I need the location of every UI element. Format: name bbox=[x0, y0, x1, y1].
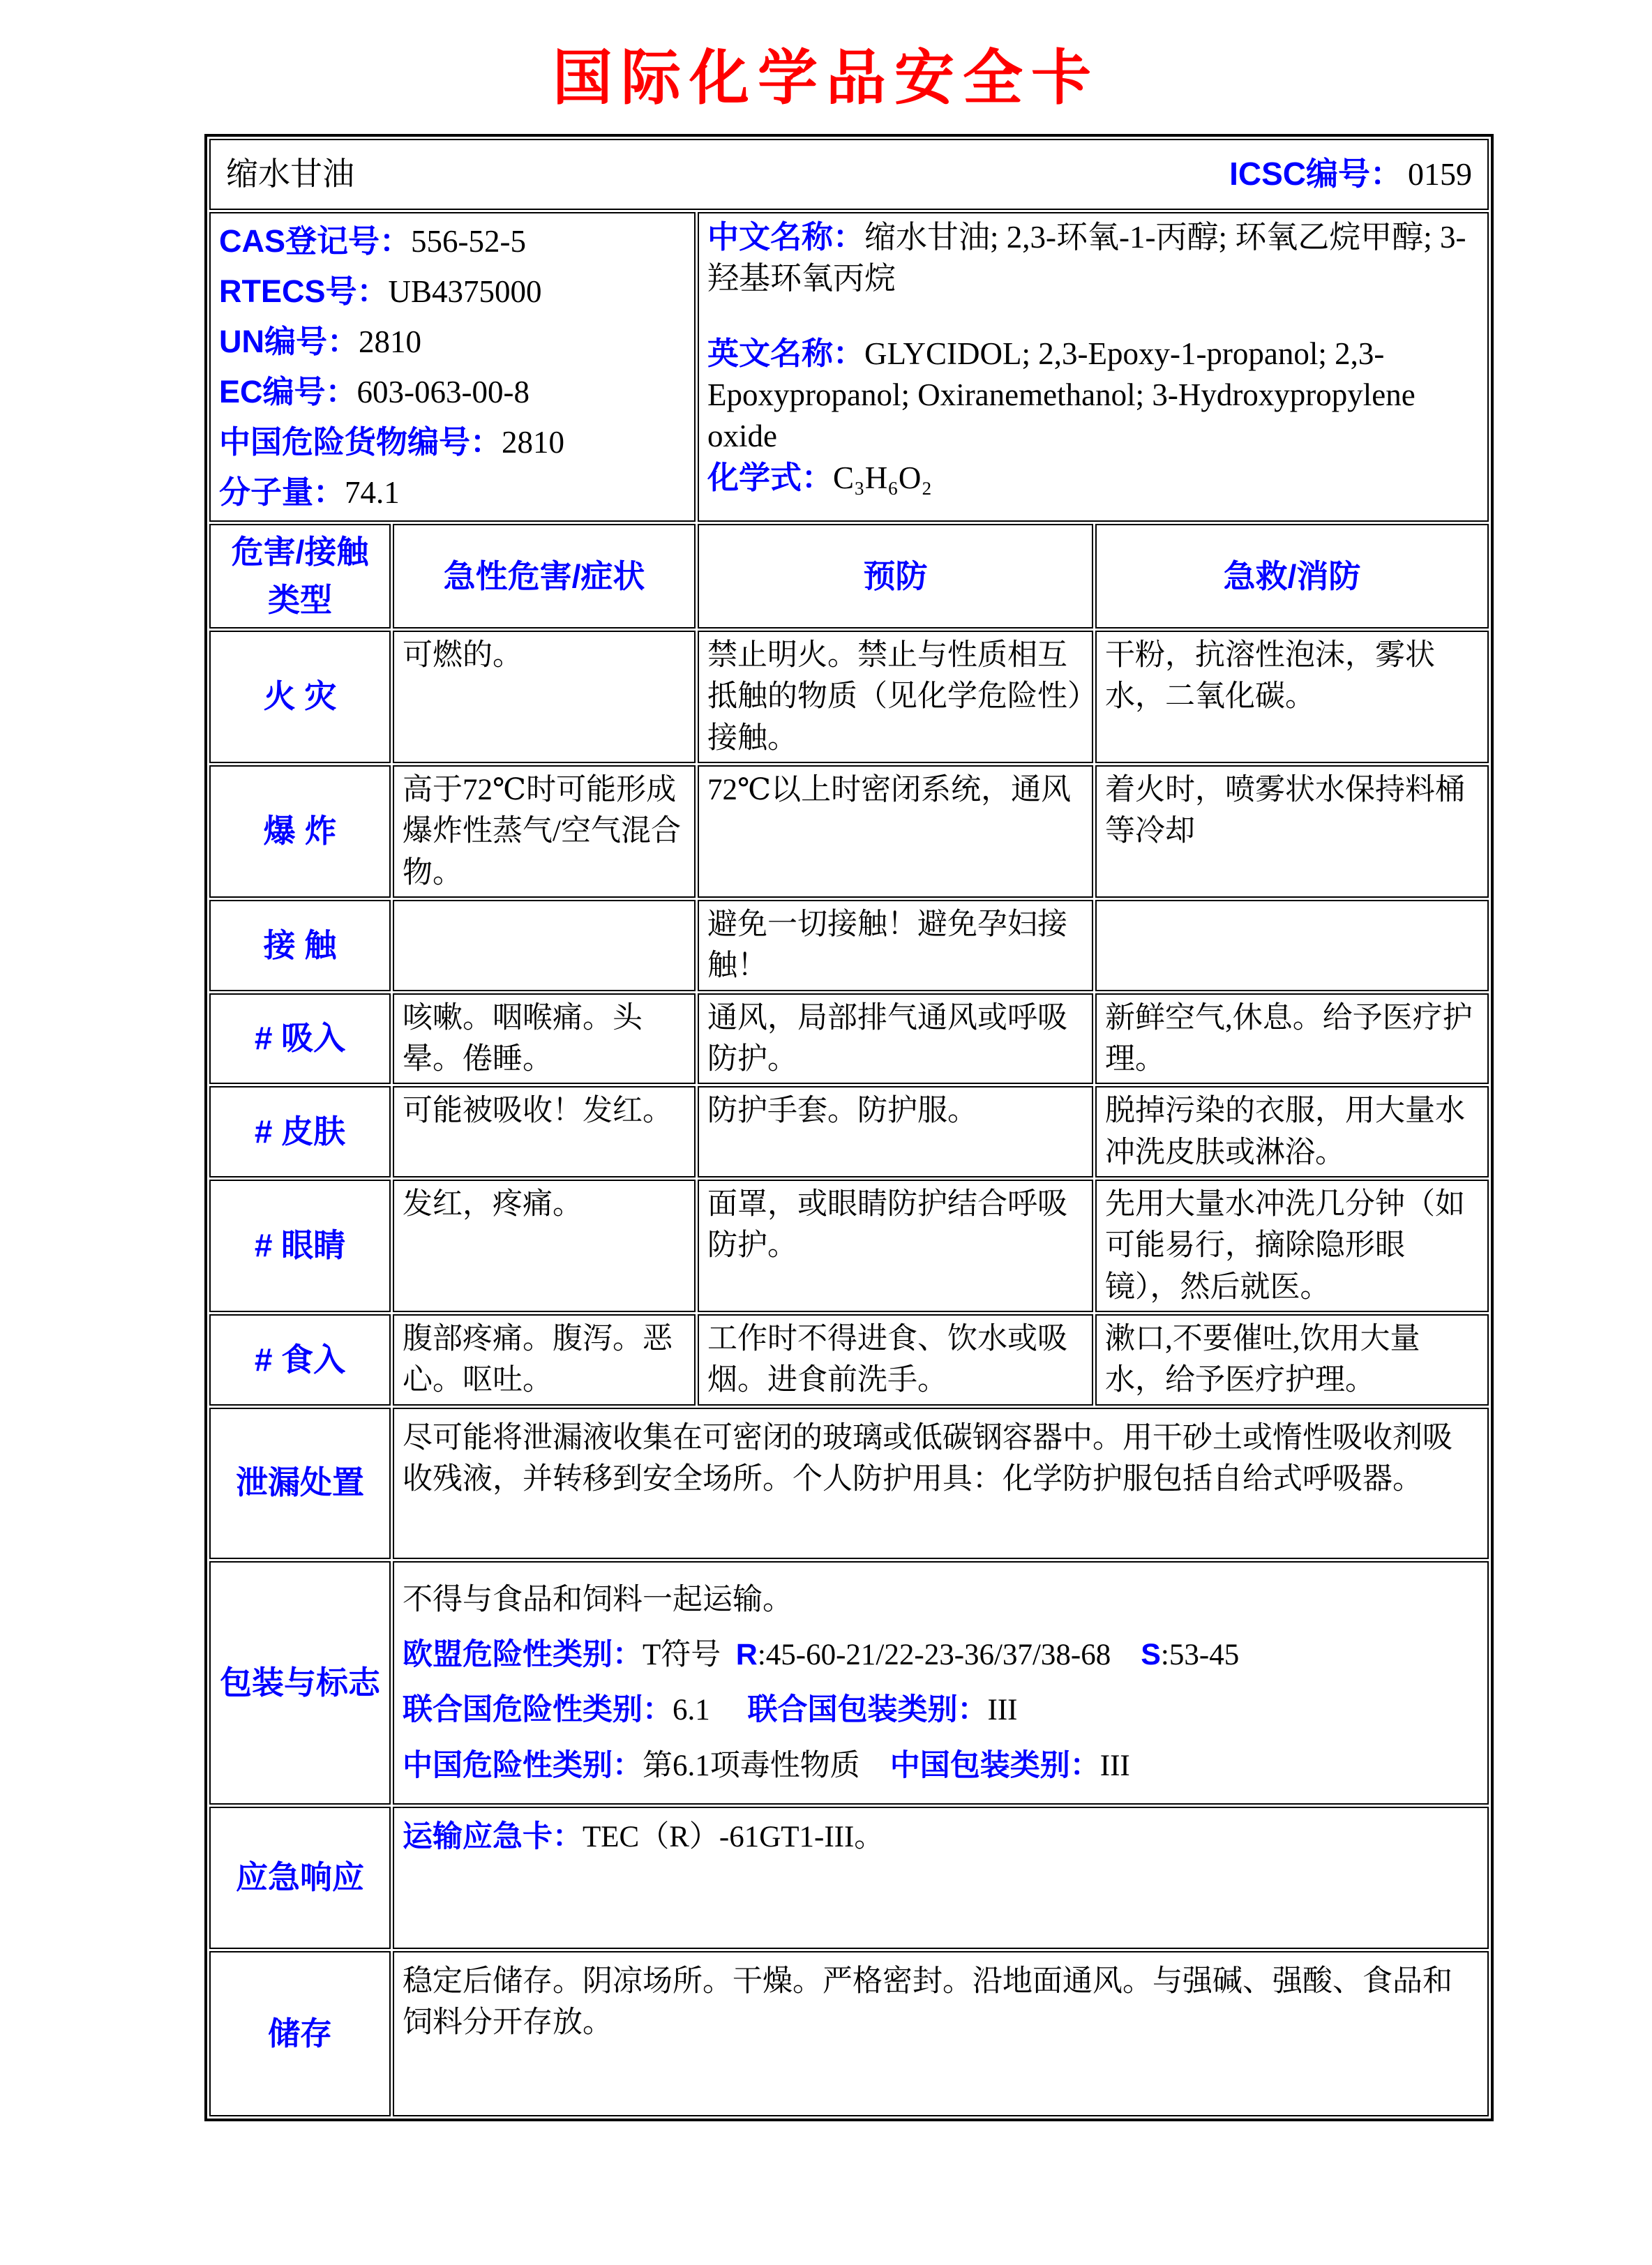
field-value: 2810 bbox=[502, 425, 565, 460]
column-header-type: 危害/接触类型 bbox=[209, 524, 391, 629]
field-value: T符号 bbox=[643, 1638, 736, 1671]
field-label: 中国包装类别： bbox=[889, 1748, 1100, 1782]
substance-name: 缩水甘油 bbox=[226, 156, 354, 193]
text-line bbox=[707, 457, 1479, 499]
text-line bbox=[403, 1961, 1479, 2044]
field-label: CAS登记号： bbox=[219, 223, 412, 259]
section-lines bbox=[403, 1579, 1479, 1786]
text-line bbox=[219, 266, 686, 317]
response-cell: 漱口,不要催吐,饮用大量水，给予医疗护理。 bbox=[1095, 1314, 1489, 1406]
card-header-cell bbox=[209, 139, 1489, 210]
identity-row bbox=[209, 212, 1489, 522]
hazard-type-cell: # 食入 bbox=[209, 1314, 391, 1406]
field-value: GLYCIDOL; 2,3-Epoxy-1-propanol; 2,3-Epoxypropanol; Oxiranemethanol; 3-Hydroxypropylene oxide bbox=[707, 336, 1423, 453]
prevention-cell: 禁止明火。禁止与性质相互抵触的物质（见化学危险性）接触。 bbox=[698, 631, 1093, 763]
section-lines bbox=[403, 1816, 1479, 1858]
field-value: 74.1 bbox=[345, 475, 400, 510]
section-label: 泄漏处置 bbox=[209, 1408, 391, 1559]
field-label: 欧盟危险性类别： bbox=[403, 1637, 643, 1671]
text-line bbox=[403, 1634, 1479, 1676]
identifier-list bbox=[219, 216, 686, 518]
hazard-type-cell: # 吸入 bbox=[209, 993, 391, 1085]
hazard-type-cell: 爆 炸 bbox=[209, 765, 391, 898]
hazard-row-exposure bbox=[209, 900, 1489, 991]
text-line bbox=[219, 216, 686, 266]
hazard-row-skin bbox=[209, 1086, 1489, 1177]
prevention-cell: 工作时不得进食、饮水或吸烟。进食前洗手。 bbox=[698, 1314, 1093, 1406]
hazard-row-eyes bbox=[209, 1180, 1489, 1312]
field-value: 6.1 bbox=[673, 1694, 748, 1727]
prevention-cell: 72℃以上时密闭系统，通风 bbox=[698, 765, 1093, 898]
section-lines bbox=[403, 1417, 1479, 1500]
field-value: 2810 bbox=[359, 324, 421, 359]
response-cell: 新鲜空气,休息。给予医疗护理。 bbox=[1095, 993, 1489, 1085]
hazard-header-row bbox=[209, 524, 1489, 629]
section-label: 储存 bbox=[209, 1951, 391, 2116]
field-label: 化学式： bbox=[707, 460, 834, 495]
field-label: 中文名称： bbox=[707, 219, 865, 255]
hazard-type-cell: # 皮肤 bbox=[209, 1086, 391, 1177]
text-line bbox=[403, 1745, 1479, 1786]
section-label: 包装与标志 bbox=[209, 1561, 391, 1805]
hazard-row-fire bbox=[209, 631, 1489, 763]
field-label: 联合国危险性类别： bbox=[403, 1693, 673, 1727]
field-label: RTECS号： bbox=[219, 273, 389, 309]
card-header-row bbox=[209, 139, 1489, 210]
identifiers-cell bbox=[209, 212, 696, 522]
field-value: 尽可能将泄漏液收集在可密闭的玻璃或低碳钢容器中。用干砂土或惰性吸收剂吸收残液，并转移到安全场所。个人防护用具：化学防护服包括自给式呼吸器。 bbox=[403, 1421, 1452, 1496]
text-line bbox=[219, 317, 686, 367]
field-label: 英文名称： bbox=[707, 336, 865, 371]
field-label: S bbox=[1141, 1637, 1161, 1671]
field-value: 556-52-5 bbox=[411, 224, 526, 259]
symptoms-cell: 高于72℃时可能形成爆炸性蒸气/空气混合物。 bbox=[393, 765, 696, 898]
field-value: 603-063-00-8 bbox=[356, 375, 530, 409]
field-value: 第6.1项毒性物质 bbox=[643, 1749, 890, 1782]
hazard-type-cell: 接 触 bbox=[209, 900, 391, 991]
text-line bbox=[403, 1417, 1479, 1500]
response-cell: 干粉，抗溶性泡沫，雾状水，二氧化碳。 bbox=[1095, 631, 1489, 763]
field-label: 运输应急卡： bbox=[403, 1819, 583, 1853]
symptoms-cell bbox=[393, 900, 696, 991]
text-line bbox=[219, 467, 686, 518]
response-cell: 先用大量水冲洗几分钟（如可能易行，摘除隐形眼镜），然后就医。 bbox=[1095, 1180, 1489, 1312]
field-label: 中国危险性类别： bbox=[403, 1748, 643, 1782]
section-row-packaging bbox=[209, 1561, 1489, 1805]
section-content bbox=[393, 1561, 1489, 1805]
symptoms-cell: 发红，疼痛。 bbox=[393, 1180, 696, 1312]
section-content bbox=[393, 1807, 1489, 1949]
field-value: III bbox=[1099, 1749, 1130, 1782]
section-row-spill bbox=[209, 1408, 1489, 1559]
card-header bbox=[219, 148, 1479, 200]
text-line bbox=[707, 216, 1479, 299]
text-line bbox=[219, 417, 686, 467]
section-row-storage bbox=[209, 1951, 1489, 2116]
field-label: 联合国包装类别： bbox=[747, 1693, 988, 1727]
section-content bbox=[393, 1951, 1489, 2116]
text-line bbox=[707, 333, 1479, 457]
response-cell: 着火时，喷雾状水保持料桶等冷却 bbox=[1095, 765, 1489, 898]
field-label: 分子量： bbox=[219, 474, 345, 510]
symptoms-cell: 可燃的。 bbox=[393, 631, 696, 763]
text-line bbox=[403, 1579, 1479, 1620]
names-cell bbox=[698, 212, 1489, 522]
section-lines bbox=[403, 1961, 1479, 2044]
field-label: EC编号： bbox=[219, 374, 357, 409]
hazard-row-inhalation bbox=[209, 993, 1489, 1085]
field-value: III bbox=[987, 1694, 1018, 1727]
hazard-type-cell: 火 灾 bbox=[209, 631, 391, 763]
section-label: 应急响应 bbox=[209, 1807, 391, 1949]
field-value: 稳定后储存。阴凉场所。干燥。严格密封。沿地面通风。与强碱、强酸、食品和饲料分开存放。 bbox=[403, 1964, 1452, 2040]
hazard-type-cell: # 眼睛 bbox=[209, 1180, 391, 1312]
field-value: :53-45 bbox=[1160, 1638, 1240, 1671]
field-value: :45-60-21/22-23-36/37/38-68 bbox=[757, 1638, 1141, 1671]
page-title: 国际化学品安全卡 bbox=[553, 45, 1099, 112]
column-header-prevention: 预防 bbox=[698, 524, 1093, 629]
hazard-row-explosion bbox=[209, 765, 1489, 898]
text-line bbox=[403, 1816, 1479, 1858]
section-content bbox=[393, 1408, 1489, 1559]
prevention-cell: 避免一切接触！避免孕妇接触！ bbox=[698, 900, 1093, 991]
field-label: R bbox=[735, 1637, 758, 1671]
symptoms-cell: 咳嗽。咽喉痛。头晕。倦睡。 bbox=[393, 993, 696, 1085]
symptoms-cell: 可能被吸收！发红。 bbox=[393, 1086, 696, 1177]
hazard-row-ingestion bbox=[209, 1314, 1489, 1406]
prevention-cell: 防护手套。防护服。 bbox=[698, 1086, 1093, 1177]
safety-card-table bbox=[204, 134, 1494, 2121]
icsc-group bbox=[1229, 152, 1472, 196]
prevention-cell: 通风，局部排气通风或呼吸防护。 bbox=[698, 993, 1093, 1085]
column-header-response: 急救/消防 bbox=[1095, 524, 1489, 629]
prevention-cell: 面罩，或眼睛防护结合呼吸防护。 bbox=[698, 1180, 1093, 1312]
text-line bbox=[403, 1690, 1479, 1731]
response-cell: 脱掉污染的衣服，用大量水冲洗皮肤或淋浴。 bbox=[1095, 1086, 1489, 1177]
column-header-symptoms: 急性危害/症状 bbox=[393, 524, 696, 629]
field-value: 不得与食品和饲料一起运输。 bbox=[403, 1583, 793, 1616]
names-list bbox=[707, 216, 1479, 499]
section-row-emergency bbox=[209, 1807, 1489, 1949]
field-value: UB4375000 bbox=[388, 274, 542, 309]
icsc-number: 0159 bbox=[1408, 156, 1473, 193]
field-value: TEC（R）-61GT1-III。 bbox=[583, 1820, 885, 1853]
field-label: 中国危险货物编号： bbox=[219, 424, 502, 460]
symptoms-cell: 腹部疼痛。腹泻。恶心。呕吐。 bbox=[393, 1314, 696, 1406]
icsc-label: ICSC编号： bbox=[1229, 156, 1403, 193]
response-cell bbox=[1095, 900, 1489, 991]
field-value: C₃H₆O₂ bbox=[833, 460, 933, 495]
field-label: UN编号： bbox=[219, 324, 359, 359]
field-value: 缩水甘油; 2,3-环氧-1-丙醇; 环氧乙烷甲醇; 3-羟基环氧丙烷 bbox=[707, 220, 1466, 296]
text-line bbox=[219, 367, 686, 417]
